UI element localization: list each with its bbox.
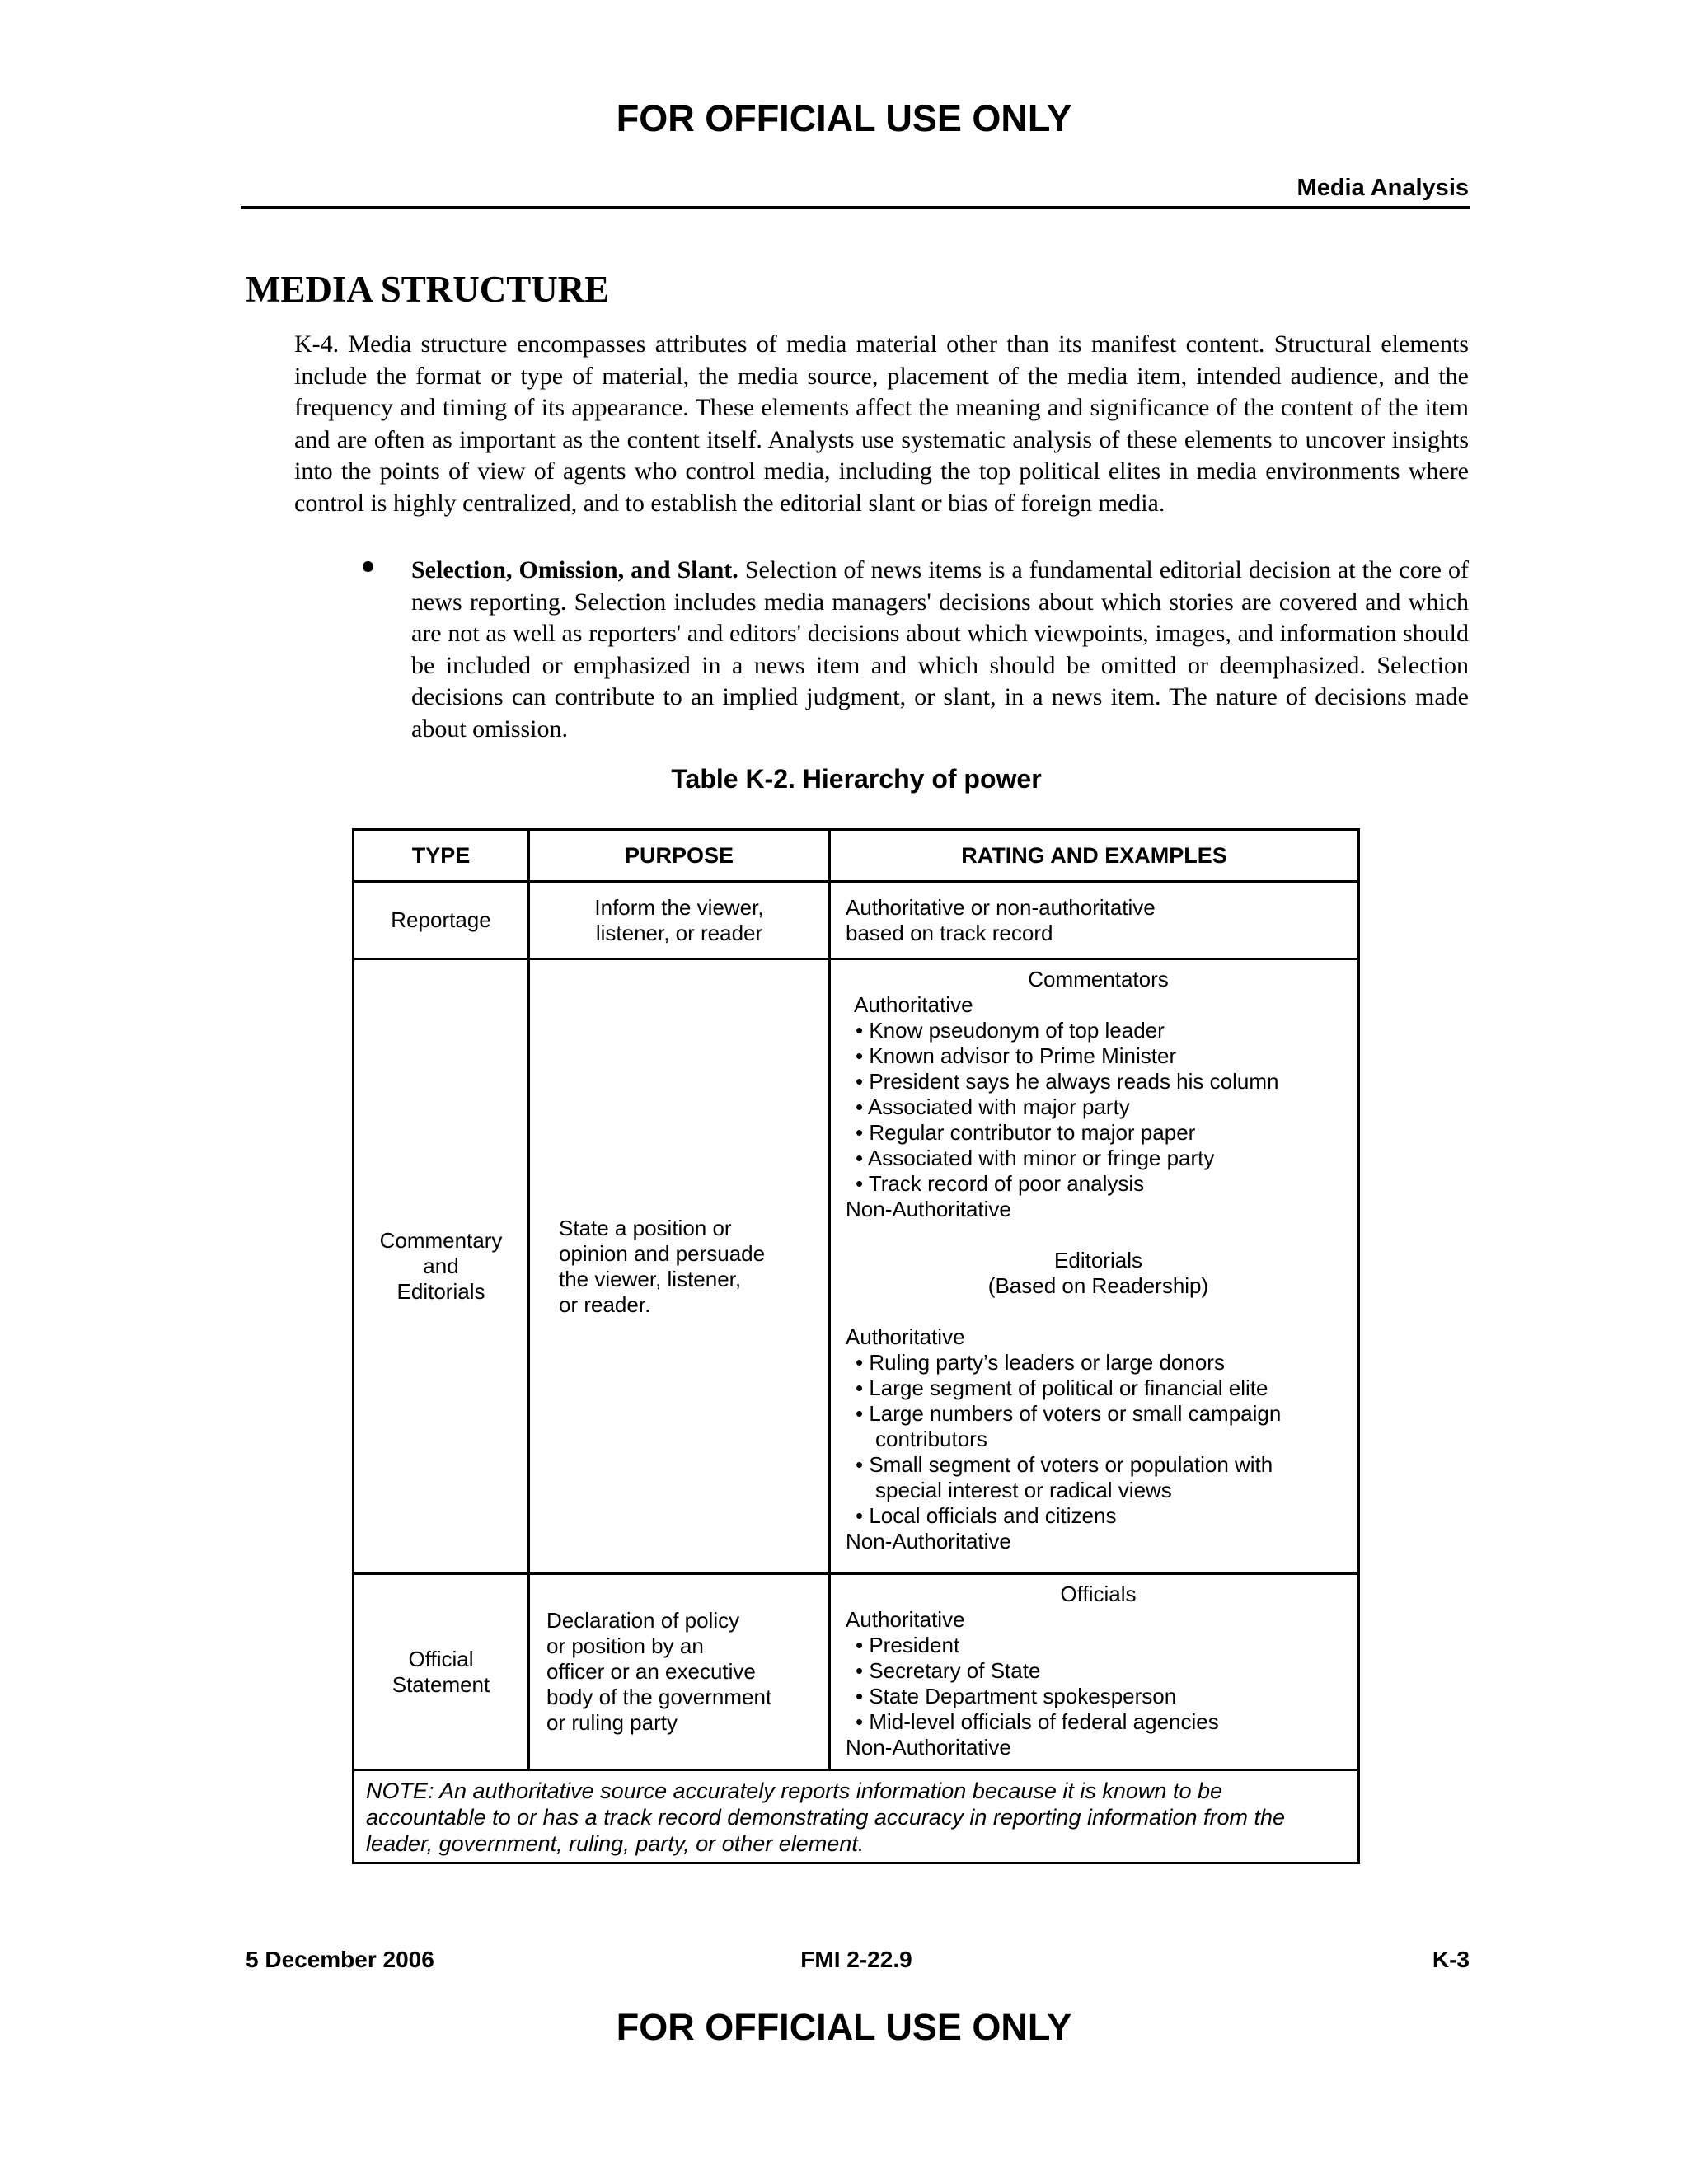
official-purpose-line: officer or an executive	[546, 1659, 756, 1684]
commentary-purpose-line: or reader.	[559, 1291, 651, 1317]
officials-item: • President	[856, 1633, 960, 1657]
reportage-rating-line: Authoritative or non-authoritative	[846, 894, 1156, 920]
officials-item: • State Department spokesperson	[856, 1684, 1177, 1708]
header-rule	[241, 206, 1470, 209]
commentary-rating	[830, 959, 1359, 1574]
reportage-purpose-line: listener, or reader	[595, 920, 763, 945]
editorials-item: • Large numbers of voters or small campaign	[856, 1401, 1282, 1426]
editorials-authoritative: Authoritative	[846, 1324, 965, 1349]
reportage-rating-line: based on track record	[846, 920, 1053, 945]
editorials-item: • Ruling party’s leaders or large donors	[856, 1350, 1225, 1375]
commentary-purpose	[529, 959, 830, 1574]
official-purpose-line: body of the government	[546, 1685, 772, 1709]
editorials-heading: Editorials	[1054, 1248, 1142, 1272]
table-note-row	[354, 1770, 1359, 1863]
commentators-authoritative: Authoritative	[854, 992, 973, 1017]
commentary-type	[354, 959, 529, 1574]
commentary-purpose-line: State a position or	[559, 1215, 732, 1240]
commentary-type-line: and	[423, 1254, 459, 1278]
editorials-item-continuation: contributors	[875, 1427, 987, 1451]
editorials-item: • Local officials and citizens	[856, 1503, 1117, 1528]
classification-marking-bottom: FOR OFFICIAL USE ONLY	[616, 2006, 1072, 2048]
officials-heading: Officials	[1060, 1582, 1137, 1606]
editorials-item-continuation: special interest or radical views	[875, 1478, 1172, 1502]
header-purpose: PURPOSE	[529, 830, 830, 882]
commentary-purpose-line: the viewer, listener,	[559, 1266, 742, 1291]
official-purpose-line: or position by an	[546, 1633, 704, 1658]
table-row-official	[354, 1574, 1359, 1770]
editorials-non-authoritative: Non-Authoritative	[846, 1529, 1011, 1554]
reportage-purpose-line: Inform the viewer,	[594, 894, 764, 920]
running-header: Media Analysis	[1296, 175, 1469, 201]
official-purpose-line: Declaration of policy	[546, 1608, 740, 1633]
commentators-item: • Associated with minor or fringe party	[856, 1146, 1215, 1170]
official-type	[354, 1574, 529, 1770]
commentary-type-line: Commentary	[379, 1228, 503, 1253]
commentators-item: • President says he always reads his column	[856, 1069, 1279, 1094]
hierarchy-table	[352, 828, 1360, 1864]
officials-authoritative: Authoritative	[846, 1607, 965, 1632]
table-row-reportage	[354, 882, 1359, 959]
bullet-icon	[363, 561, 373, 572]
footer-page-number: K-3	[1432, 1947, 1470, 1972]
commentators-item: • Associated with major party	[856, 1094, 1130, 1119]
commentators-item: • Regular contributor to major paper	[856, 1120, 1196, 1145]
official-purpose	[529, 1574, 830, 1770]
editorials-item: • Small segment of voters or population with	[856, 1452, 1273, 1477]
bullet-lead: Selection, Omission, and Slant.	[411, 556, 738, 583]
officials-item: • Mid-level officials of federal agencies	[856, 1709, 1219, 1734]
commentators-non-authoritative: Non-Authoritative	[846, 1197, 1011, 1221]
editorials-item: • Large segment of political or financial elite	[856, 1376, 1268, 1400]
official-type-line: Official	[408, 1646, 474, 1671]
commentators-item: • Known advisor to Prime Minister	[856, 1043, 1177, 1068]
official-purpose-line: or ruling party	[546, 1710, 678, 1735]
spacer	[846, 1222, 1351, 1248]
commentary-type-line: Editorials	[396, 1279, 485, 1304]
commentators-item: • Know pseudonym of top leader	[856, 1018, 1165, 1043]
bullet-text: Selection of news items is a fundamental editorial decision at the core of news reporting. Selection includes media managers' decisions about which stories are covered and which are not as well as reporters' and editors' decisions about which viewpoints, images, and information should be included or emphasized in a news item and which should be omitted or deemphasized. Selection decisions can contribute to an implied judgment, or slant, in a news item. The nature of decisions made about omission.	[411, 556, 1469, 743]
footer-date: 5 December 2006	[246, 1947, 434, 1972]
officials-non-authoritative: Non-Authoritative	[846, 1735, 1011, 1760]
classification-marking-top: FOR OFFICIAL USE ONLY	[616, 97, 1072, 139]
reportage-rating	[830, 882, 1359, 959]
body-paragraph: K-4. Media structure encompasses attributes of media material other than its manifest content. Structural elements include the format or type of material, the media source, placement of the media item, intended audience, and the frequency and timing of its appearance. These elements affect the meaning and significance of the content of the item and are often as important as the content itself. Analysts use systematic analysis of these elements to uncover insights into the points of view of agents who control media, including the top political elites in media environments where control is highly centralized, and to establish the editorial slant or bias of foreign media.	[294, 330, 1469, 517]
bullet-paragraph	[411, 555, 1469, 745]
header-type: TYPE	[354, 830, 529, 882]
table-note: NOTE: An authoritative source accurately reports information because it is known to be accountable to or has a track record demonstrating accuracy in reporting information from the leader, government, ruling, party, or other element.	[354, 1770, 1359, 1863]
section-title: MEDIA STRUCTURE	[246, 269, 610, 310]
official-type-line: Statement	[392, 1671, 490, 1697]
header-rating: RATING AND EXAMPLES	[830, 830, 1359, 882]
table-row-commentary	[354, 959, 1359, 1574]
reportage-purpose	[529, 882, 830, 959]
table-caption: Table K-2. Hierarchy of power	[671, 764, 1042, 794]
commentators-heading: Commentators	[1028, 967, 1169, 991]
commentary-purpose-line: opinion and persuade	[559, 1240, 766, 1266]
official-rating	[830, 1574, 1359, 1770]
editorials-subheading: (Based on Readership)	[987, 1273, 1209, 1298]
table-header-row	[354, 830, 1359, 882]
footer-doc-id: FMI 2-22.9	[800, 1947, 912, 1972]
commentators-item: • Track record of poor analysis	[856, 1171, 1145, 1196]
officials-item: • Secretary of State	[856, 1658, 1041, 1683]
spacer	[846, 1299, 1351, 1324]
reportage-type: Reportage	[354, 882, 529, 959]
